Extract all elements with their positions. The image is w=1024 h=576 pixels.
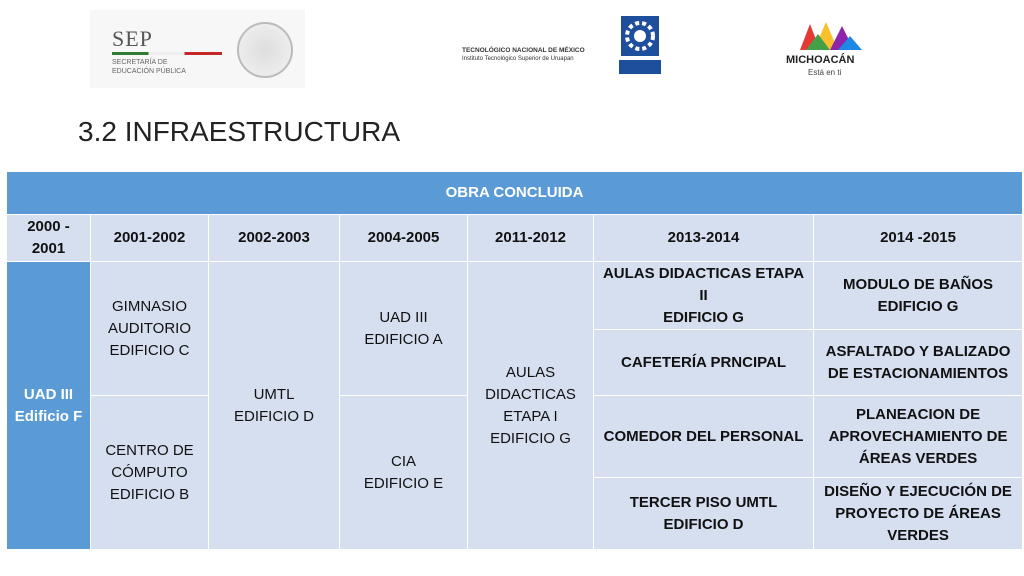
cell-2001-centro-computo: CENTRO DE CÓMPUTO EDIFICIO B — [91, 396, 209, 550]
year-header: 2001-2002 — [91, 215, 209, 262]
year-header: 2004-2005 — [340, 215, 468, 262]
sep-logo-subtitle: SECRETARÍA DE EDUCACIÓN PÚBLICA — [112, 59, 186, 75]
sep-logo — [90, 10, 305, 88]
cell-2000-uad-iii-f: UAD III Edificio F — [7, 262, 91, 550]
cell-2001-gimnasio: GIMNASIO AUDITORIO EDIFICIO C — [91, 262, 209, 396]
cell-2004-uad-iii-a: UAD III EDIFICIO A — [340, 262, 468, 396]
cell-2011-aulas-etapa-i: AULAS DIDACTICAS ETAPA I EDIFICIO G — [468, 262, 594, 550]
year-header: 2013-2014 — [594, 215, 814, 262]
cell-2002-umtl: UMTL EDIFICIO D — [209, 262, 340, 550]
cell-2014-asfaltado: ASFALTADO Y BALIZADO DE ESTACIONAMIENTOS — [814, 330, 1023, 396]
national-seal-icon — [237, 22, 293, 78]
year-header: 2011-2012 — [468, 215, 594, 262]
tecnm-logo-text: TECNOLÓGICO NACIONAL DE MÉXICO Instituto Tecnológico Superior de Uruapan — [462, 47, 585, 62]
cell-2014-modulo-banos: MODULO DE BAÑOS EDIFICIO G — [814, 262, 1023, 330]
year-header: 2000 - 2001 — [7, 215, 91, 262]
sep-logo-stripe — [112, 52, 222, 55]
table-header: OBRA CONCLUIDA — [7, 172, 1023, 215]
cell-2013-comedor: COMEDOR DEL PERSONAL — [594, 396, 814, 478]
year-header: 2014 -2015 — [814, 215, 1023, 262]
year-header: 2002-2003 — [209, 215, 340, 262]
michoacan-logo — [784, 20, 874, 80]
cell-2013-cafeteria: CAFETERÍA PRNCIPAL — [594, 330, 814, 396]
cell-2013-tercer-piso: TERCER PISO UMTL EDIFICIO D — [594, 478, 814, 550]
michoacan-logo-tagline: Está en ti — [808, 68, 842, 77]
michoacan-logo-word: MICHOACÁN — [786, 54, 855, 66]
page-title: 3.2 INFRAESTRUCTURA — [78, 116, 401, 147]
logo-bar — [0, 0, 1024, 100]
infrastructure-table — [6, 171, 1023, 550]
sep-logo-word: SEP — [112, 26, 153, 51]
itsu-emblem-icon — [617, 14, 663, 76]
cell-2004-cia: CIA EDIFICIO E — [340, 396, 468, 550]
cell-2014-planeacion: PLANEACION DE APROVECHAMIENTO DE ÁREAS VERDES — [814, 396, 1023, 478]
cell-2014-diseno: DISEÑO Y EJECUCIÓN DE PROYECTO DE ÁREAS VERDES — [814, 478, 1023, 550]
cell-2013-aulas-etapa-ii: AULAS DIDACTICAS ETAPA II EDIFICIO G — [594, 262, 814, 330]
